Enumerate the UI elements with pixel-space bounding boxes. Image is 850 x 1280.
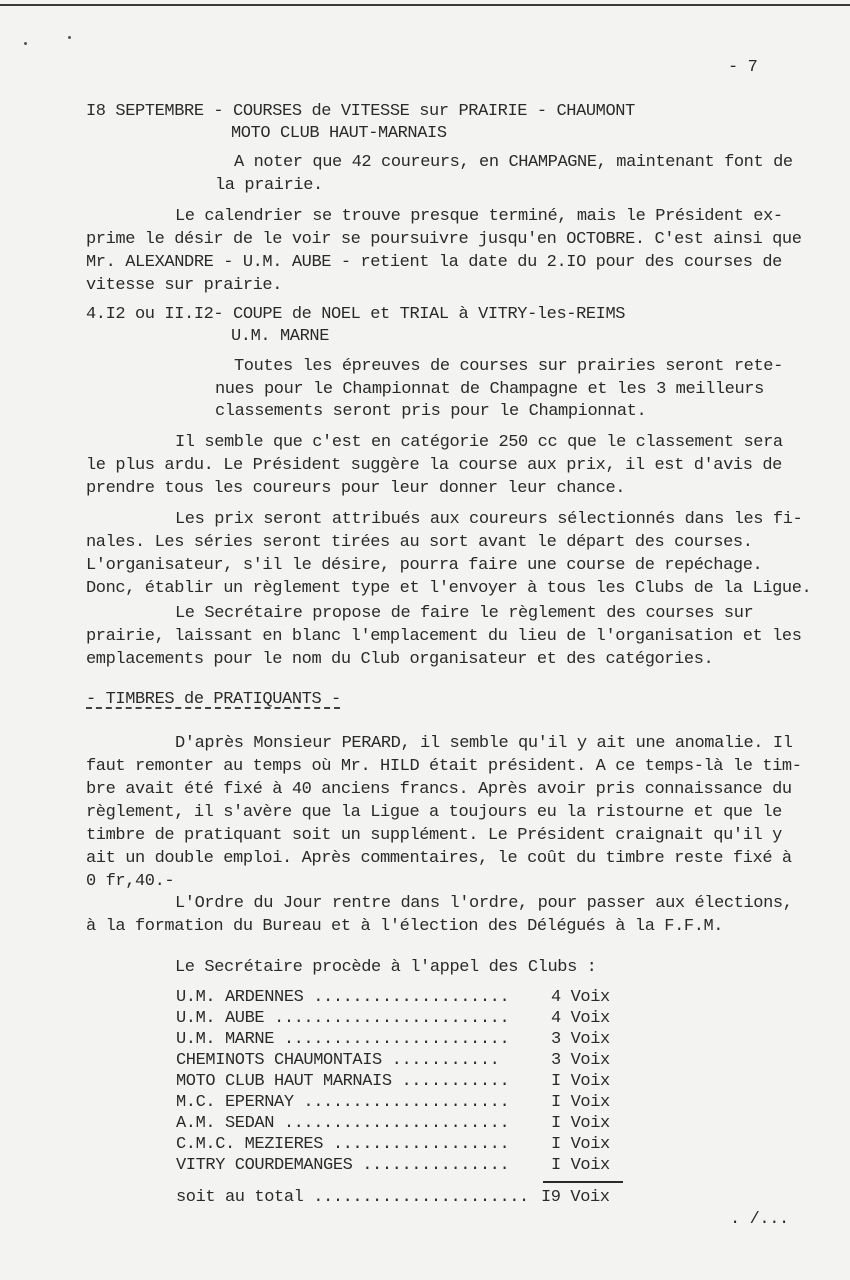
text-line: le plus ardu. Le Président suggère la course aux prix, il est d'avis de (86, 456, 782, 475)
text-line: Le Secrétaire propose de faire le règlement des courses sur (175, 604, 754, 623)
text-line: à la formation du Bureau et à l'élection des Délégués à la F.F.M. (86, 917, 724, 936)
organizer-line: U.M. MARNE (231, 327, 330, 346)
total-rule (543, 1181, 623, 1183)
text-line: Il semble que c'est en catégorie 250 cc que le classement sera (175, 433, 783, 452)
organizer-line: MOTO CLUB HAUT-MARNAIS (231, 124, 447, 143)
text-line: classements seront pris pour le Championnat. (215, 402, 647, 421)
total-votes: I9 Voix (541, 1188, 610, 1207)
club-name: M.C. EPERNAY ..................... (176, 1093, 510, 1112)
club-name: A.M. SEDAN ....................... (176, 1114, 510, 1133)
text-line: vitesse sur prairie. (86, 276, 283, 295)
club-name: U.M. AUBE ........................ (176, 1009, 510, 1028)
text-line: 0 fr,40.- (86, 872, 175, 891)
text-line: A noter que 42 coureurs, en CHAMPAGNE, maintenant font de (234, 153, 793, 172)
page-number: - 7 (728, 58, 758, 77)
club-name: CHEMINOTS CHAUMONTAIS ........... (176, 1051, 500, 1070)
club-votes: 4 Voix (551, 1009, 610, 1028)
club-name: U.M. ARDENNES .................... (176, 988, 510, 1007)
club-votes: I Voix (551, 1114, 610, 1133)
club-votes: 4 Voix (551, 988, 610, 1007)
club-votes: I Voix (551, 1072, 610, 1091)
text-line: L'Ordre du Jour rentre dans l'ordre, pour passer aux élections, (175, 894, 793, 913)
text-line: timbre de pratiquant soit un supplément. Le Président craignait qu'il y (86, 826, 782, 845)
text-line: prime le désir de le voir se poursuivre jusqu'en OCTOBRE. C'est ainsi que (86, 230, 802, 249)
club-votes: I Voix (551, 1135, 610, 1154)
club-name: C.M.C. MEZIERES .................. (176, 1135, 510, 1154)
text-line: Donc, établir un règlement type et l'envoyer à tous les Clubs de la Ligue. (86, 579, 812, 598)
club-votes: I Voix (551, 1156, 610, 1175)
text-line: emplacements pour le nom du Club organisateur et des catégories. (86, 650, 714, 669)
section-heading: - TIMBRES de PRATIQUANTS - (86, 690, 341, 709)
paper-speck (24, 42, 27, 45)
text-line: la prairie. (215, 176, 323, 195)
text-line: ait un double emploi. Après commentaires, le coût du timbre reste fixé à (86, 849, 792, 868)
text-line: D'après Monsieur PERARD, il semble qu'il y ait une anomalie. Il (175, 734, 793, 753)
continuation-mark: . /... (730, 1210, 789, 1229)
text-line: Mr. ALEXANDRE - U.M. AUBE - retient la date du 2.IO pour des courses de (86, 253, 782, 272)
club-name: VITRY COURDEMANGES ............... (176, 1156, 510, 1175)
paper-speck (68, 36, 71, 39)
agenda-heading-september: I8 SEPTEMBRE - COURSES de VITESSE sur PRAIRIE - CHAUMONT (86, 102, 635, 121)
roll-call-intro: Le Secrétaire procède à l'appel des Clubs : (175, 958, 597, 977)
text-line: prendre tous les coureurs pour leur donner leur chance. (86, 479, 626, 498)
text-line: nues pour le Championnat de Champagne et les 3 meilleurs (215, 380, 764, 399)
top-edge-line (0, 4, 850, 6)
club-name: MOTO CLUB HAUT MARNAIS ........... (176, 1072, 510, 1091)
text-line: nales. Les séries seront tirées au sort avant le départ des courses. (86, 533, 753, 552)
text-line: L'organisateur, s'il le désire, pourra faire une course de repéchage. (86, 556, 763, 575)
text-line: Le calendrier se trouve presque terminé, mais le Président ex- (175, 207, 783, 226)
club-votes: I Voix (551, 1093, 610, 1112)
club-name: U.M. MARNE ....................... (176, 1030, 510, 1049)
text-line: Toutes les épreuves de courses sur prairies seront rete- (234, 357, 783, 376)
text-line: règlement, il s'avère que la Ligue a toujours eu la ristourne et que le (86, 803, 782, 822)
text-line: prairie, laissant en blanc l'emplacement du lieu de l'organisation et les (86, 627, 802, 646)
total-label: soit au total ...................... (176, 1188, 529, 1207)
club-votes: 3 Voix (551, 1051, 610, 1070)
text-line: faut remonter au temps où Mr. HILD était président. A ce temps-là le tim- (86, 757, 802, 776)
club-votes: 3 Voix (551, 1030, 610, 1049)
agenda-heading-december: 4.I2 ou II.I2- COUPE de NOEL et TRIAL à VITRY-les-REIMS (86, 305, 626, 324)
text-line: bre avait été fixé à 40 anciens francs. Après avoir pris connaissance du (86, 780, 792, 799)
text-line: Les prix seront attribués aux coureurs sélectionnés dans les fi- (175, 510, 803, 529)
